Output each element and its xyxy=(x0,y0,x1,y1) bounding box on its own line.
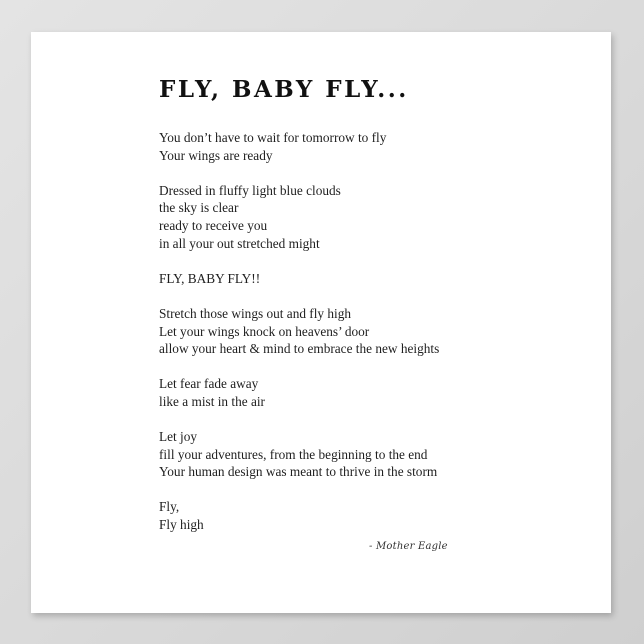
poem-line: fill your adventures, from the beginning to the end xyxy=(159,446,428,462)
stanza-1 xyxy=(159,129,599,164)
poem-line: like a mist in the air xyxy=(159,393,265,409)
stanza-7 xyxy=(159,498,599,533)
stanza-3 xyxy=(159,270,599,288)
poem-line: FLY, BABY FLY!! xyxy=(159,270,261,286)
stanza-5 xyxy=(159,375,599,410)
stanza-4 xyxy=(159,305,599,358)
signature: - Mother Eagle xyxy=(369,541,448,552)
poem-line: allow your heart & mind to embrace the new heights xyxy=(159,341,440,357)
poem-line: Fly high xyxy=(159,517,204,533)
poem-title: FLY, BABY FLY... xyxy=(159,76,409,103)
poem-line: in all your out stretched might xyxy=(159,235,320,251)
poem-line: Dressed in fluffy light blue clouds xyxy=(159,182,341,198)
poem-line: Let fear fade away xyxy=(159,376,259,392)
poem-line: Fly, xyxy=(159,499,180,515)
poem-line: ready to receive you xyxy=(159,217,268,233)
stanza-6 xyxy=(159,428,599,481)
poem-line: Stretch those wings out and fly high xyxy=(159,305,352,321)
stanza-2 xyxy=(159,182,599,252)
poem-poster xyxy=(31,32,611,613)
poem-line: Your human design was meant to thrive in the storm xyxy=(159,464,438,480)
poem-line: Let your wings knock on heavens’ door xyxy=(159,323,370,339)
poem-body xyxy=(159,129,599,551)
poem-line: the sky is clear xyxy=(159,200,239,216)
poem-line: Let joy xyxy=(159,429,198,445)
poem-line: You don’t have to wait for tomorrow to fly xyxy=(159,130,387,145)
poem-line: Your wings are ready xyxy=(159,147,273,163)
